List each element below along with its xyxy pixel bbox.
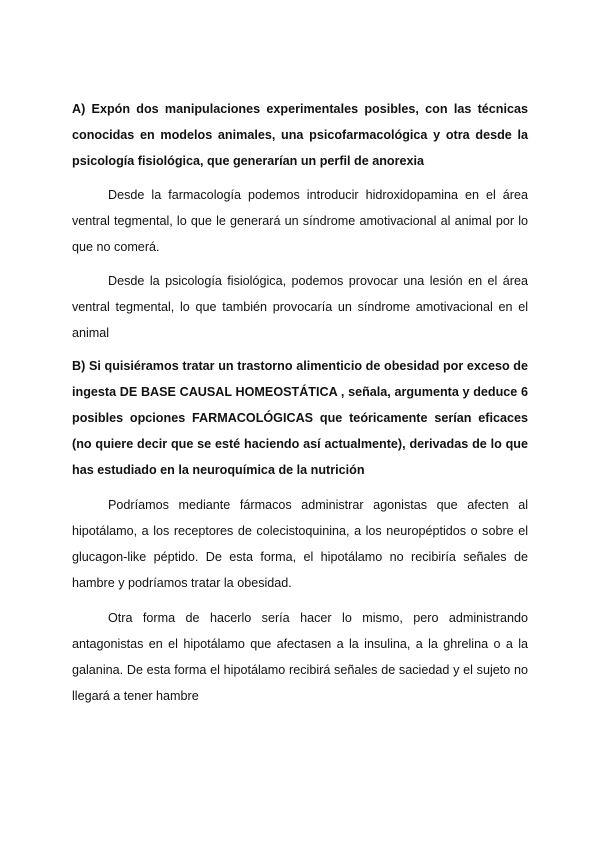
question-a: A) Expón dos manipulaciones experimentales posibles, con las técnicas conocidas en modelos animales, una psicofarmacológica y otra desde la psicología fisiológica, que generarían un perfil de anorexia xyxy=(72,102,528,168)
question-b: B) Si quisiéramos tratar un trastorno alimenticio de obesidad por exceso de ingesta DE BASE CAUSAL HOMEOSTÁTICA , señala, argumenta y deduce 6 posibles opciones FARMACOLÓGICAS que teóricamente serían eficaces (no quiere decir que se esté haciendo así actualmente), derivadas de lo que has estudiado en la neuroquímica de la nutrición xyxy=(72,359,528,477)
answer-a-paragraph-1: Desde la farmacología podemos introducir hidroxidopamina en el área ventral tegmental, lo que le generará un síndrome amotivacional al animal por lo que no comerá. xyxy=(72,188,528,254)
answer-a-paragraph-2: Desde la psicología fisiológica, podemos provocar una lesión en el área ventral tegmental, lo que también provocaría un síndrome amotivacional en el animal xyxy=(72,274,528,340)
answer-b-paragraph-2: Otra forma de hacerlo sería hacer lo mismo, pero administrando antagonistas en el hipotálamo que afectasen a la insulina, a la ghrelina o a la galanina. De esta forma el hipotálamo recibirá señales de saciedad y el sujeto no llegará a tener hambre xyxy=(72,611,528,703)
answer-b-paragraph-1: Podríamos mediante fármacos administrar agonistas que afecten al hipotálamo, a los receptores de colecistoquinina, a los neuropéptidos o sobre el glucagon-like péptido. De esta forma, el hipotálamo no recibiría señales de hambre y podríamos tratar la obesidad. xyxy=(72,498,528,590)
document-page xyxy=(72,96,528,709)
